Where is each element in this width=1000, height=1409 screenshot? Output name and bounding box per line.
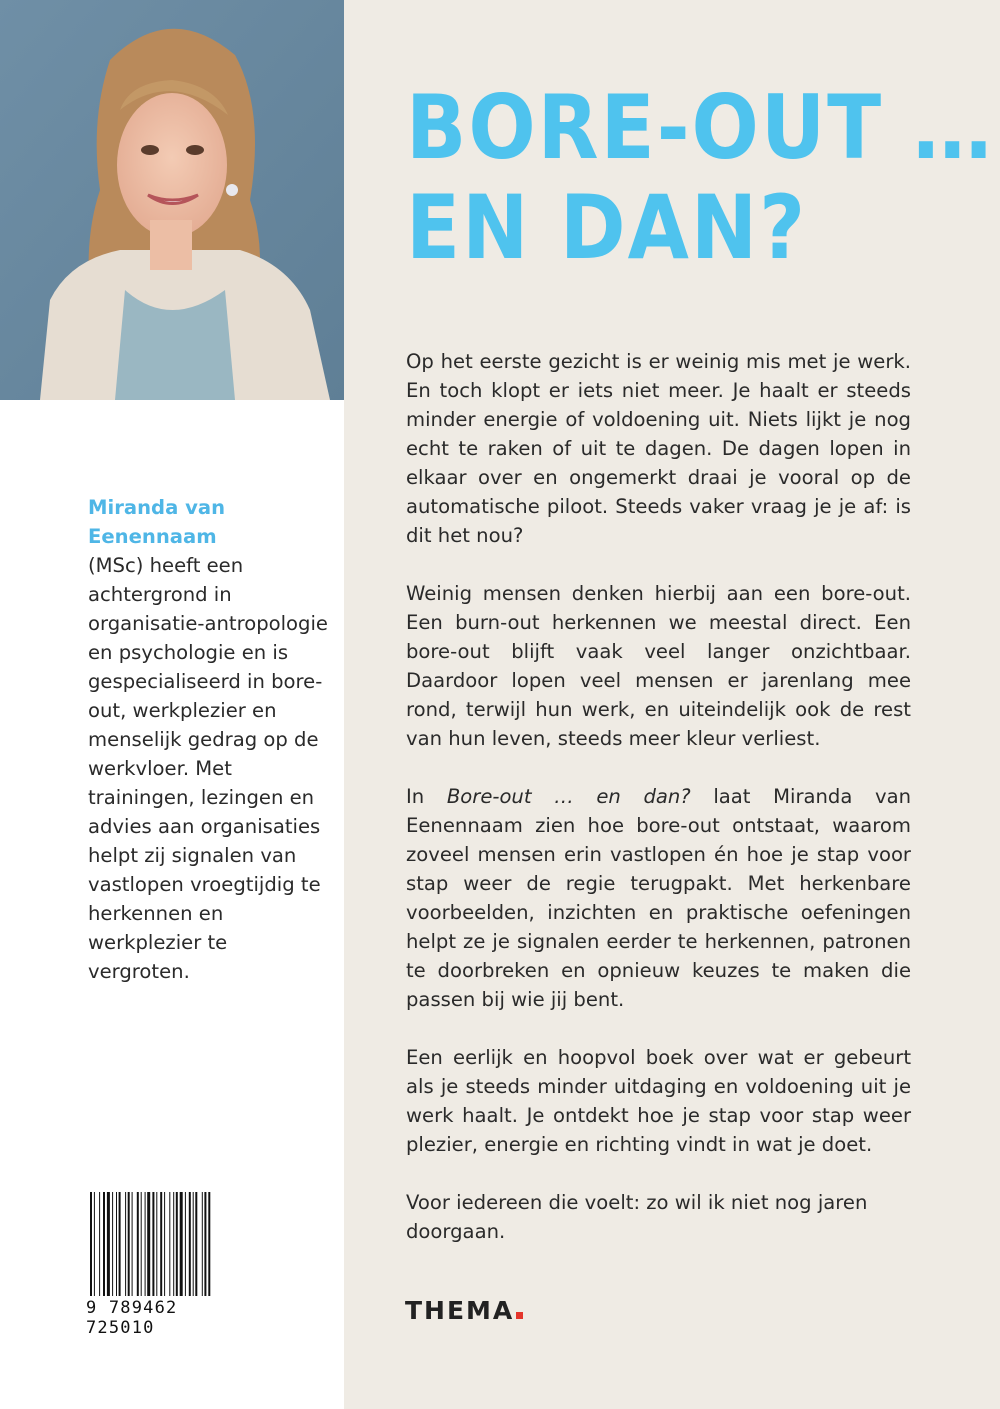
isbn-number: 9 789462 725010: [86, 1298, 178, 1338]
author-name: Miranda van Eenennaam: [88, 496, 226, 548]
logo-dot-icon: [516, 1312, 523, 1319]
blurb-p3-post: laat Miranda van Eenennaam zien hoe bore-out ontstaat, waarom zoveel mensen erin vastlopen én hoe je stap voor stap weer de regie terugpakt. Met herkenbare voorbeelden, inzichten en praktische oefeningen helpt ze je signalen eerder te herkennen, patronen te doorbreken en opnieuw keuzes te maken die passen bij wie jij bent.: [406, 785, 912, 1011]
blurb-paragraph-3: [406, 782, 911, 1014]
author-bio-text: (MSc) heeft een achtergrond in organisatie-antropologie en psychologie en is gespecialiseerd in bore-out, werkplezier en menselijk gedrag op de werkvloer. Met trainingen, lezingen en advies aan organisaties helpt zij signalen van vastlopen vroegtijdig te herkennen en werkplezier te vergroten.: [88, 554, 328, 983]
author-bio: [88, 493, 328, 986]
blurb-paragraph-4: Een eerlijk en hoopvol boek over wat er gebeurt als je steeds minder uitdaging en voldoening uit je werk haalt. Je ontdekt hoe je stap voor stap weer plezier, energie en richting vindt in wat je doet.: [406, 1046, 911, 1156]
book-title: [406, 78, 994, 278]
book-title-inline: Bore-out … en dan?: [446, 785, 691, 808]
blurb-paragraph-2: Weinig mensen denken hierbij aan een bore-out. Een burn-out herkennen we meestal direct. Een bore-out blijft vaak veel langer onzichtbaar. Daardoor lopen veel mensen er jarenlang mee rond, terwijl hun werk, en uiteindelijk ook de rest van hun leven, steeds meer kleur verliest.: [406, 582, 911, 750]
author-photo: [0, 0, 344, 400]
blurb: [406, 347, 911, 1275]
left-panel: [0, 0, 344, 1409]
publisher-logo: [405, 1296, 523, 1325]
blurb-paragraph-5: Voor iedereen die voelt: zo wil ik niet nog jaren doorgaan.: [406, 1191, 868, 1243]
publisher-name: THEMA: [405, 1296, 515, 1325]
blurb-p3-pre: In: [406, 785, 447, 808]
title-line-2: EN DAN?: [406, 176, 808, 279]
title-line-1: BORE-OUT …: [406, 76, 994, 179]
blurb-paragraph-1: Op het eerste gezicht is er weinig mis met je werk. En toch klopt er iets niet meer. Je haalt er steeds minder energie of voldoening uit. Niets lijkt je nog echt te raken of uit te dagen. De dagen lopen in elkaar over en ongemerkt draai je vooral op de automatische piloot. Steeds vaker vraag je je af: is dit het nou?: [406, 350, 911, 547]
